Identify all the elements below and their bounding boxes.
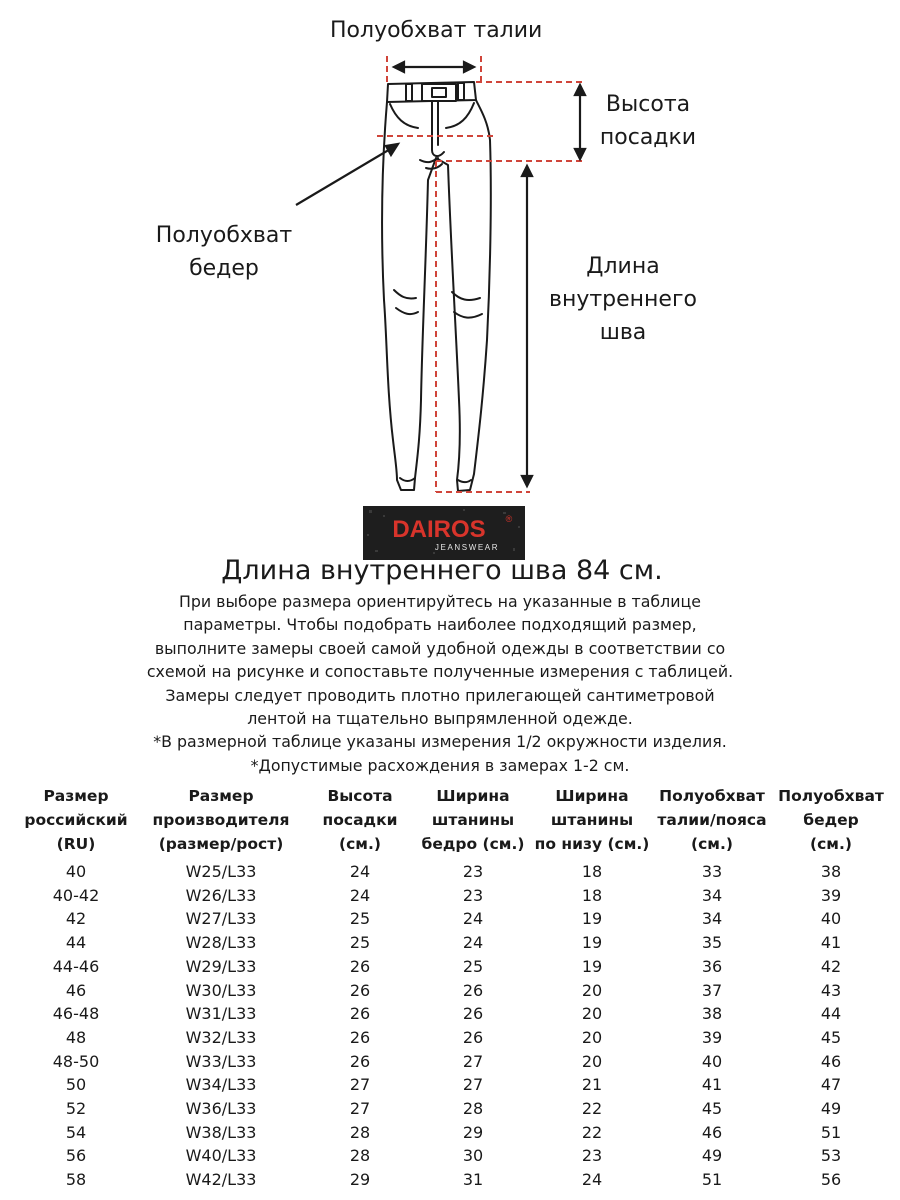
cell-thigh-width: 31 [462,1170,484,1190]
inseam-label-line: шва [599,320,647,345]
cell-waist: 36 [701,956,723,976]
cell-hem-width: 18 [581,862,603,881]
cell-maker-size: W36/L33 [185,1099,257,1119]
table-row [16,1050,890,1074]
cell-waist: 45 [701,1099,723,1119]
cell-hem-width: 22 [581,1099,603,1119]
cell-hips: 41 [820,933,842,953]
cell-waist: 38 [701,1004,723,1024]
cell-hem-width: 19 [581,909,603,929]
table-row [16,1002,890,1026]
cell-hem-width: 20 [581,1027,603,1047]
cell-maker-size: W31/L33 [185,1004,257,1024]
inseam-label-line: Длина [586,254,660,279]
cell-hips: 39 [820,885,842,905]
cell-rise: 24 [349,885,371,905]
cell-maker-size: W28/L33 [185,933,257,953]
cell-thigh-width: 23 [462,862,484,881]
cell-waist: 41 [701,1075,723,1095]
cell-rise: 26 [349,1027,371,1047]
table-row [16,955,890,979]
instruction-line: схемой на рисунке и сопоставьте полученные измерения с таблицей. [146,662,734,682]
cell-waist: 34 [701,885,723,905]
brand-subline: JEANSWEAR [434,543,500,552]
table-row [16,1121,890,1145]
hips-label-line: бедер [189,256,259,281]
cell-ru-size: 46 [65,980,87,1000]
instruction-line: При выборе размера ориентируйтесь на указанные в таблице [178,592,701,611]
cell-rise: 24 [349,862,371,881]
cell-rise: 26 [349,1004,371,1024]
cell-rise: 28 [349,1122,371,1142]
cell-hem-width: 22 [581,1122,603,1142]
cell-hips: 49 [820,1099,842,1119]
header-line: штанины [550,811,634,829]
cell-maker-size: W40/L33 [185,1146,257,1166]
cell-ru-size: 50 [65,1075,87,1095]
table-row [16,1097,890,1121]
rise-arrow-icon [575,85,585,159]
cell-thigh-width: 23 [462,885,484,905]
cell-hips: 40 [820,909,842,929]
jeans-measurement-diagram [0,0,900,500]
cell-thigh-width: 26 [462,1004,484,1024]
cell-thigh-width: 30 [462,1146,484,1166]
cell-maker-size: W38/L33 [185,1122,257,1142]
header-line: бедер [803,811,859,829]
hips-label [144,219,304,285]
cell-hips: 45 [820,1027,842,1047]
cell-ru-size: 40 [65,862,87,881]
cell-rise: 27 [349,1075,371,1095]
header-line: посадки [322,811,398,829]
cell-thigh-width: 26 [462,980,484,1000]
size-table-body [16,860,890,1192]
cell-rise: 25 [349,909,371,929]
header-maker-size [136,784,306,860]
cell-maker-size: W33/L33 [185,1051,257,1071]
cell-maker-size: W26/L33 [185,885,257,905]
header-line: по низу (см.) [534,835,650,853]
header-line: бедро (см.) [421,835,525,853]
cell-hem-width: 20 [581,1004,603,1024]
cell-ru-size: 54 [65,1122,87,1142]
cell-rise: 26 [349,1051,371,1071]
table-row [16,1026,890,1050]
cell-rise: 27 [349,1099,371,1119]
cell-rise: 26 [349,956,371,976]
cell-waist: 51 [701,1170,723,1190]
cell-maker-size: W29/L33 [185,956,257,976]
header-line: Ширина [555,787,629,805]
header-line: (RU) [56,835,96,853]
cell-hips: 53 [820,1146,842,1166]
cell-hips: 46 [820,1051,842,1071]
cell-maker-size: W42/L33 [185,1170,257,1190]
cell-ru-size: 48-50 [52,1051,100,1071]
header-thigh-width [414,784,532,860]
table-row [16,979,890,1003]
cell-rise: 26 [349,980,371,1000]
cell-rise: 28 [349,1146,371,1166]
instruction-line: *Допустимые расхождения в замерах 1-2 см. [250,755,630,775]
instruction-line: лентой на тщательно выпрямленной одежде. [247,709,633,729]
header-line: талии/пояса [657,811,767,829]
brand-trademark: ® [505,514,513,524]
header-line: Полуобхват [659,787,765,805]
header-hem-width [532,784,652,860]
cell-maker-size: W27/L33 [185,909,257,929]
cell-waist: 46 [701,1122,723,1142]
header-line: (см.) [691,835,733,853]
inseam-arrow-icon [522,166,532,486]
cell-ru-size: 58 [65,1170,87,1190]
cell-hem-width: 24 [581,1170,603,1190]
instruction-line: выполните замеры своей самой удобной одежды в соответствии со [154,638,726,658]
cell-hem-width: 23 [581,1146,603,1166]
cell-hem-width: 21 [581,1075,603,1095]
waist-arrow-icon [394,62,474,72]
header-line: производителя [152,811,290,829]
header-line: Размер [188,787,254,805]
cell-waist: 39 [701,1027,723,1047]
cell-thigh-width: 24 [462,909,484,929]
cell-waist: 33 [701,862,723,881]
cell-hem-width: 19 [581,956,603,976]
cell-hips: 38 [820,862,842,881]
table-row [16,884,890,908]
header-line: (см.) [339,835,381,853]
cell-waist: 35 [701,933,723,953]
header-line: Полуобхват [778,787,884,805]
cell-hips: 43 [820,980,842,1000]
cell-ru-size: 52 [65,1099,87,1119]
instruction-line: Замеры следует проводить плотно прилегающей сантиметровой [165,685,715,705]
cell-ru-size: 48 [65,1027,87,1047]
inseam-label [540,250,706,349]
rise-label-line: Высота [605,92,691,117]
cell-thigh-width: 29 [462,1122,484,1142]
cell-waist: 37 [701,980,723,1000]
dairos-logo [363,506,525,560]
cell-hips: 42 [820,956,842,976]
header-waist [652,784,772,860]
inseam-label-line: внутреннего [548,287,697,312]
cell-ru-size: 46-48 [52,1004,100,1024]
cell-hem-width: 20 [581,980,603,1000]
cell-thigh-width: 25 [462,956,484,976]
inseam-headline: Длина внутреннего шва 84 см. [221,555,663,586]
cell-hem-width: 20 [581,1051,603,1071]
cell-waist: 49 [701,1146,723,1166]
cell-maker-size: W30/L33 [185,980,257,1000]
cell-thigh-width: 27 [462,1051,484,1071]
cell-thigh-width: 27 [462,1075,484,1095]
cell-ru-size: 44-46 [52,956,100,976]
brand-name: DAIROS [392,516,486,543]
header-line: Высота [327,787,393,805]
table-row [16,1073,890,1097]
table-row [16,907,890,931]
table-row [16,860,890,884]
cell-waist: 34 [701,909,723,929]
instruction-line: параметры. Чтобы подобрать наиболее подходящий размер, [183,615,697,635]
hips-label-line: Полуобхват [155,223,293,248]
header-line: Размер [43,787,109,805]
cell-maker-size: W34/L33 [185,1075,257,1095]
cell-ru-size: 42 [65,909,87,929]
cell-rise: 29 [349,1170,371,1190]
cell-maker-size: W25/L33 [185,862,257,881]
header-rise [306,784,414,860]
header-ru-size [16,784,136,860]
size-table [16,784,890,1192]
cell-ru-size: 44 [65,933,87,953]
table-row [16,931,890,955]
cell-hem-width: 18 [581,885,603,905]
table-row [16,1144,890,1168]
table-row [16,1168,890,1192]
cell-ru-size: 56 [65,1146,87,1166]
cell-hem-width: 19 [581,933,603,953]
rise-label-line: посадки [599,125,697,150]
cell-thigh-width: 28 [462,1099,484,1119]
header-hips [772,784,890,860]
cell-hips: 44 [820,1004,842,1024]
cell-hips: 51 [820,1122,842,1142]
header-line: штанины [431,811,515,829]
header-line: российский [24,811,128,829]
header-line: (см.) [810,835,852,853]
cell-maker-size: W32/L33 [185,1027,257,1047]
cell-rise: 25 [349,933,371,953]
instruction-line: *В размерной таблице указаны измерения 1/2 окружности изделия. [153,732,727,752]
cell-hips: 47 [820,1075,842,1095]
size-instructions [0,590,880,777]
rise-label [598,88,698,154]
header-line: Ширина [436,787,510,805]
cell-hips: 56 [820,1170,842,1190]
cell-waist: 40 [701,1051,723,1071]
waist-label: Полуобхват талии [330,18,543,43]
cell-thigh-width: 26 [462,1027,484,1047]
table-header-row [16,784,890,860]
cell-thigh-width: 24 [462,933,484,953]
header-line: (размер/рост) [158,835,284,853]
cell-ru-size: 40-42 [52,885,100,905]
